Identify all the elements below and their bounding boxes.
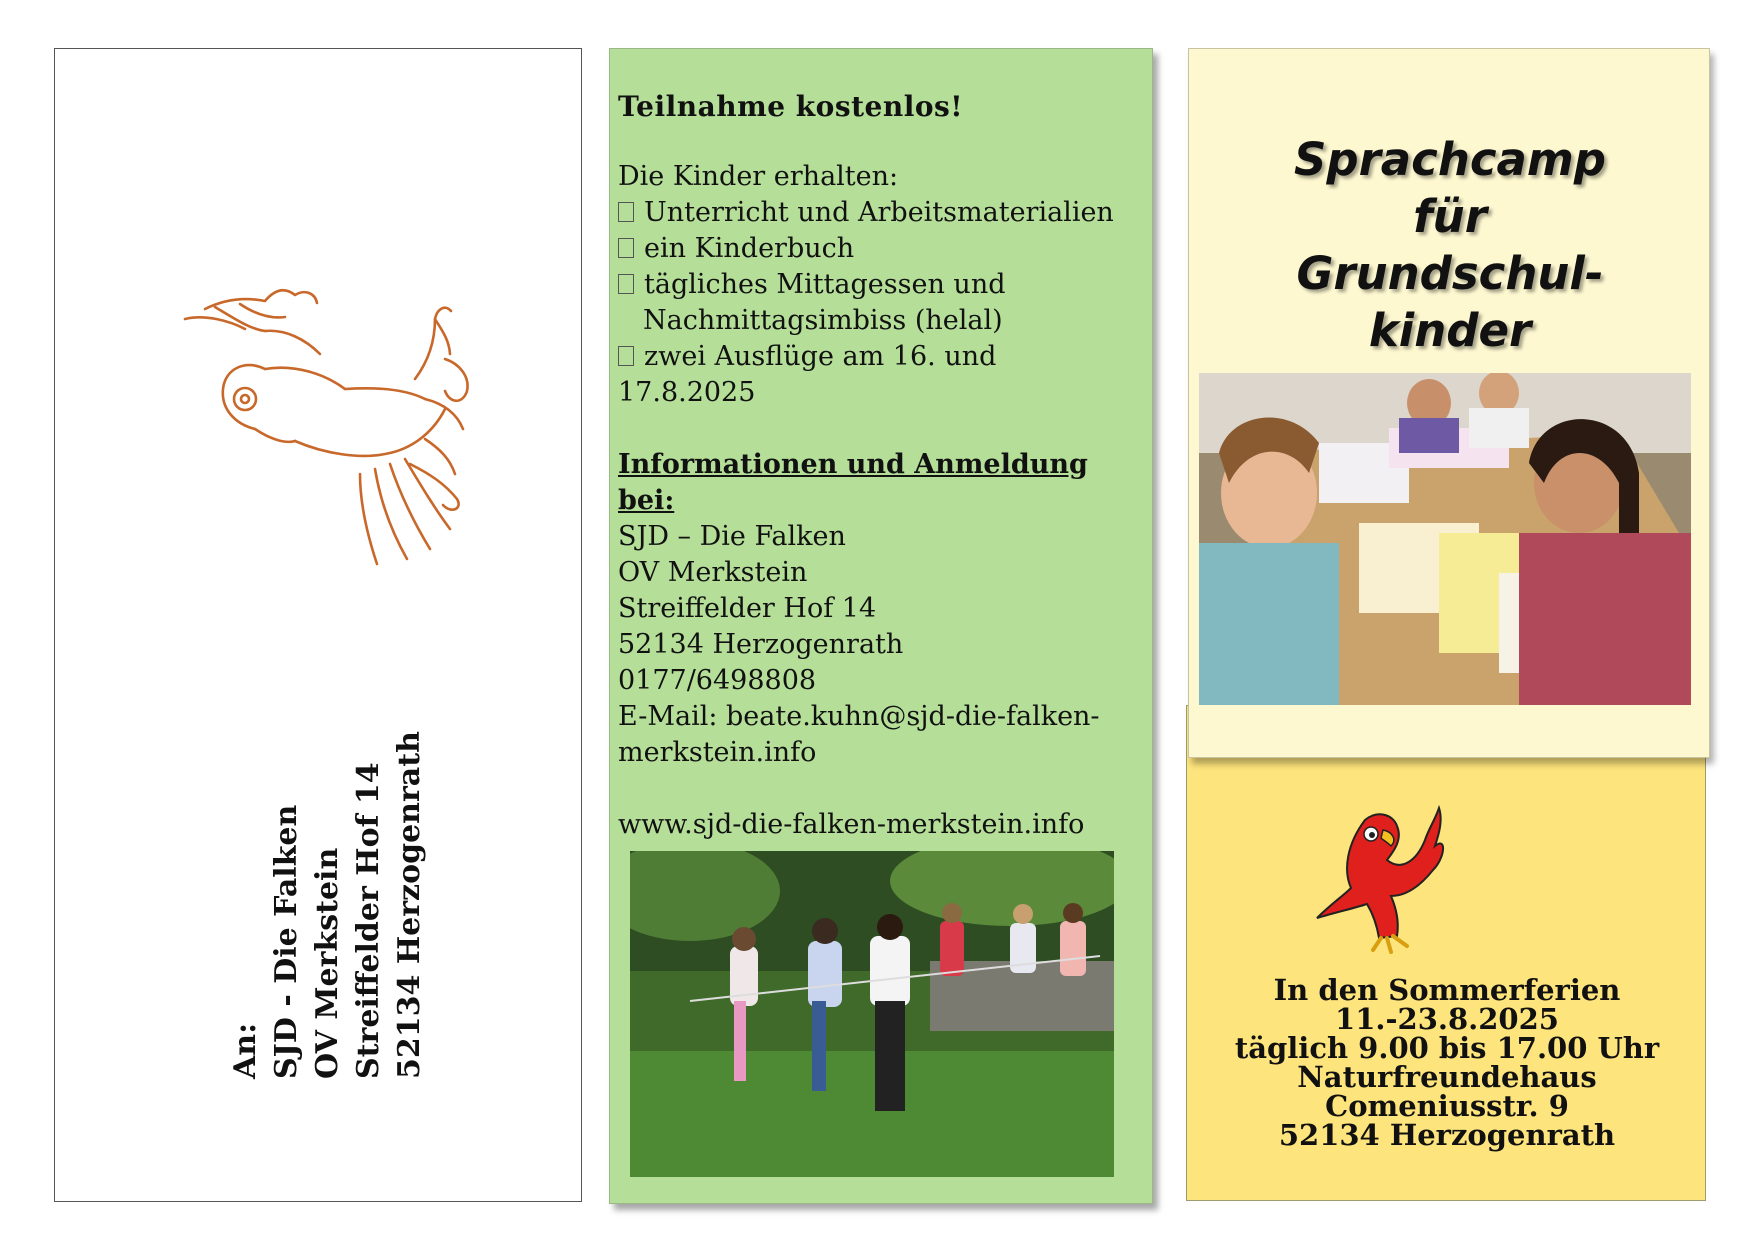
contact-line: Streiffelder Hof 14	[618, 593, 877, 624]
address-line: OV Merkstein	[310, 847, 345, 1079]
photo-tug-of-war	[630, 851, 1114, 1177]
detail-line: 11.-23.8.2025	[1335, 1002, 1559, 1036]
email-address[interactable]: E-Mail: beate.kuhn@sjd-die-falken-	[618, 701, 1100, 732]
info-panel	[609, 48, 1153, 1204]
checkbox-icon	[618, 346, 634, 366]
detail-line: täglich 9.00 bis 17.00 Uhr	[1234, 1031, 1660, 1065]
red-parrot-icon	[1307, 800, 1447, 956]
title-line: kinder	[1368, 304, 1532, 357]
list-item: ein Kinderbuch	[618, 231, 1148, 267]
contact-line: SJD – Die Falken	[618, 521, 846, 552]
detail-line: 52134 Herzogenrath	[1278, 1118, 1616, 1152]
contact-line: 52134 Herzogenrath	[618, 629, 904, 660]
detail-line: In den Sommerferien	[1273, 973, 1621, 1007]
cover-title-panel	[1188, 48, 1710, 758]
address-panel	[54, 48, 582, 1202]
list-item: Unterricht und Arbeitsmaterialien	[618, 195, 1148, 231]
list-item: zwei Ausflüge am 16. und	[618, 339, 1148, 375]
contact-line: OV Merkstein	[618, 557, 808, 588]
list-item-continuation: 17.8.2025	[618, 377, 756, 408]
title-line: für	[1413, 190, 1487, 243]
phone-number: 0177/6498808	[618, 665, 817, 696]
cover-details-panel	[1186, 705, 1706, 1201]
detail-line: Comeniusstr. 9	[1325, 1089, 1569, 1123]
list-item: tägliches Mittagessen und	[618, 267, 1148, 303]
checkbox-icon	[618, 202, 634, 222]
title-line: Sprachcamp	[1293, 133, 1607, 186]
checkbox-icon	[618, 274, 634, 294]
contact-heading: Informationen und Anmeldung bei:	[618, 449, 1088, 516]
address-line: SJD - Die Falken	[269, 804, 304, 1079]
detail-line: Naturfreundehaus	[1297, 1060, 1597, 1094]
website-link[interactable]: www.sjd-die-falken-merkstein.info	[618, 809, 1085, 840]
address-line: An:	[228, 1022, 263, 1079]
photo-children-studying	[1199, 373, 1691, 705]
free-participation-heading: Teilnahme kostenlos!	[618, 90, 964, 123]
event-details	[1187, 973, 1707, 1152]
mailing-address	[225, 731, 430, 1079]
checkbox-icon	[618, 238, 634, 258]
camp-title	[1189, 131, 1711, 359]
address-line: Streiffelder Hof 14	[351, 762, 386, 1079]
intro-text: Die Kinder erhalten:	[618, 161, 899, 192]
list-item-continuation: Nachmittagsimbiss (helal)	[643, 305, 1003, 336]
address-line: 52134 Herzogenrath	[392, 731, 427, 1079]
title-line: Grundschul-	[1296, 247, 1604, 300]
bird-sketch-icon	[145, 259, 485, 579]
email-address-continuation[interactable]: merkstein.info	[618, 737, 817, 768]
